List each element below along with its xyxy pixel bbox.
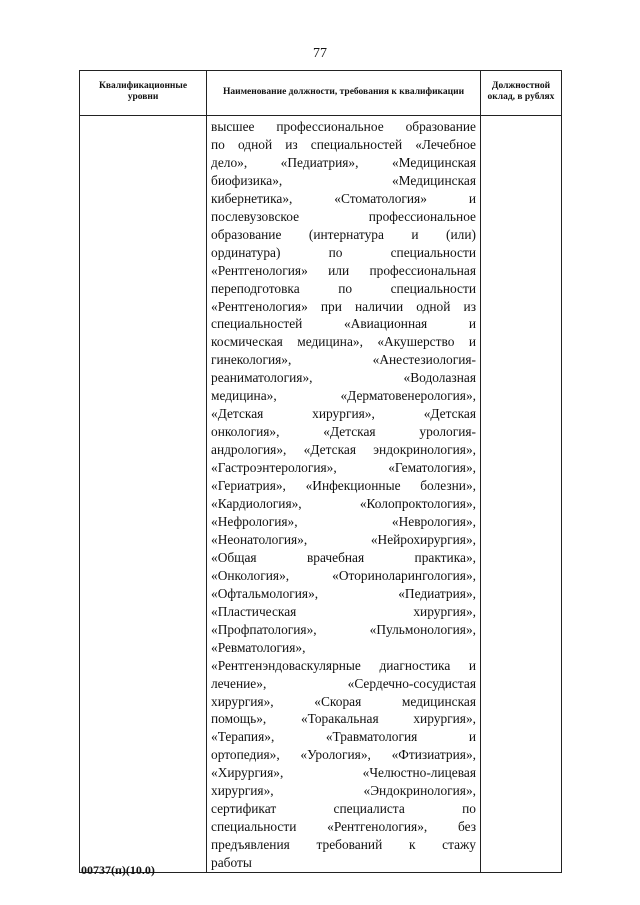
requirement-line: образование (интернатура и (или) [211,226,476,242]
header-qualification-levels: Квалификационные уровни [80,71,207,116]
requirement-line: специальности «Рентгенология», без [211,819,476,835]
position-requirements-cell [207,116,481,873]
document-code: 00737(п)(10.0) [81,863,155,877]
page-number: 77 [313,46,327,61]
requirement-line: предъявления требований к стажу [211,837,476,853]
requirement-line: «Терапия», «Травматология и [211,729,476,745]
requirement-line: «Рентгенология» при наличии одной из [211,298,476,314]
requirement-line: помощь», «Торакальная хирургия», [211,711,476,727]
requirement-line: лечение», «Сердечно-сосудистая [211,675,476,691]
requirement-line: кибернетика», «Стоматология» и [211,190,476,206]
requirement-line: онкология», «Детская урология- [211,424,476,440]
salary-cell [481,116,562,873]
requirement-line: хирургия», «Эндокринология», [211,783,476,799]
requirement-line: реаниматология», «Водолазная [211,370,476,386]
requirement-line: послевузовское профессиональное [211,208,476,224]
requirement-line: «Онкология», «Оториноларингология», [211,567,476,583]
requirement-line: «Хирургия», «Челюстно-лицевая [211,765,476,781]
requirement-line: медицина», «Дерматовенерология», [211,388,476,404]
table-row [80,116,562,873]
requirement-line: гинекология», «Анестезиология- [211,352,476,368]
requirement-line: «Рентгенэндоваскулярные диагностика и [211,657,476,673]
qualification-level-cell [80,116,207,873]
requirement-line: андрология», «Детская эндокринология», [211,442,476,458]
requirement-line: «Общая врачебная практика», [211,549,476,565]
requirement-line: высшее профессиональное образование [211,119,476,134]
header-position-requirements: Наименование должности, требования к квалификации [207,71,481,116]
requirement-line: хирургия», «Скорая медицинская [211,693,476,709]
requirement-line: ординатура) по специальности [211,244,476,260]
requirement-line: «Детская хирургия», «Детская [211,406,476,422]
requirement-line: «Неонатология», «Нейрохирургия», [211,531,476,547]
requirement-line: «Профпатология», «Пульмонология», [211,621,476,637]
requirement-line: дело», «Педиатрия», «Медицинская [211,154,476,170]
requirement-line: «Гастроэнтерология», «Гематология», [211,460,476,476]
requirement-line: переподготовка по специальности [211,280,476,296]
requirement-line: «Пластическая хирургия», [211,603,476,619]
requirement-line: по одной из специальностей «Лечебное [211,136,476,152]
requirement-line: «Гериатрия», «Инфекционные болезни», [211,478,476,494]
requirement-line: «Рентгенология» или профессиональная [211,262,476,278]
requirement-line: «Ревматология», [211,639,306,655]
table-header-row [80,71,562,116]
header-salary: Должностной оклад, в рублях [481,71,562,116]
requirement-line: сертификат специалиста по [211,801,476,817]
requirement-line: космическая медицина», «Акушерство и [211,334,476,350]
requirement-line: биофизика», «Медицинская [211,172,476,188]
qualification-table [79,70,562,873]
requirement-line: работы [211,855,252,871]
requirement-line: специальностей «Авиационная и [211,316,476,332]
requirement-line: «Кардиология», «Колопроктология», [211,496,476,512]
requirement-line: «Нефрология», «Неврология», [211,513,476,529]
requirements-text [207,116,480,872]
requirement-line: «Офтальмология», «Педиатрия», [211,585,476,601]
requirement-line: ортопедия», «Урология», «Фтизиатрия», [211,747,476,763]
